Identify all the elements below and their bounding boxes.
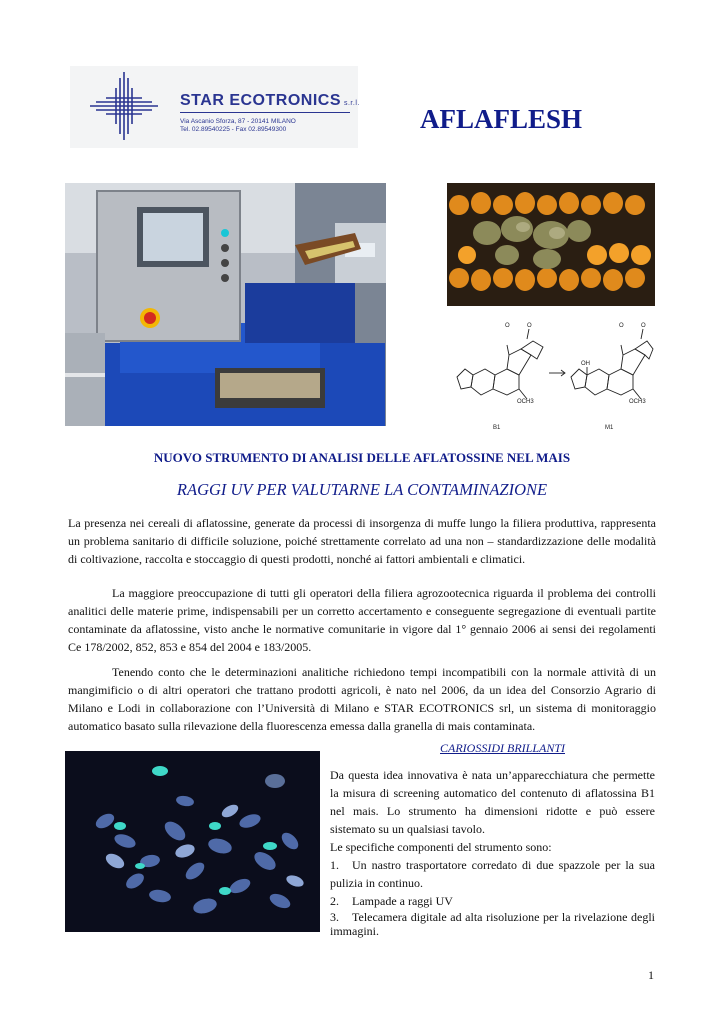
chem-oh-label: OH bbox=[581, 361, 590, 367]
list-item bbox=[330, 892, 655, 910]
aflatoxin-structures bbox=[447, 315, 655, 435]
address-line: Via Ascanio Sforza, 87 - 20141 MILANO bbox=[180, 118, 296, 125]
chem-och3-label: OCH3 bbox=[517, 399, 534, 405]
company-logo bbox=[70, 66, 358, 148]
list-number: 1. bbox=[330, 858, 339, 872]
page-number: 1 bbox=[648, 968, 654, 982]
phone-line: Tel. 02.89540225 - Fax 02.89549300 bbox=[180, 126, 287, 133]
list-item bbox=[330, 856, 655, 892]
chem-b1-label: B1 bbox=[493, 425, 501, 431]
chem-oxygen-label: O bbox=[619, 323, 624, 329]
machine-photo bbox=[65, 183, 386, 426]
chem-oxygen-label: O bbox=[641, 323, 646, 329]
company-name: STAR ECOTRONICS s.r.l. bbox=[180, 92, 360, 109]
list-number: 2. bbox=[330, 894, 339, 908]
star-logo-icon bbox=[88, 70, 160, 142]
divider bbox=[180, 112, 350, 113]
product-title: AFLAFLESH bbox=[420, 104, 583, 134]
page-title: NUOVO STRUMENTO DI ANALISI DELLE AFLATOSSINE NEL MAIS bbox=[153, 450, 571, 465]
chem-m1-label: M1 bbox=[605, 425, 614, 431]
intro-paragraph: Da questa idea innovativa è nata un’apparecchiatura che permette la misura di screening automatico del contenuto di aflatossina B1 nel mais. Lo strumento ha dimensioni ridotte e può essere sistemato su un qualsiasi tavolo. bbox=[330, 768, 655, 836]
company-address bbox=[180, 118, 296, 134]
chem-och3-label: OCH3 bbox=[629, 399, 646, 405]
list-item bbox=[330, 910, 655, 938]
paragraph: La presenza nei cereali di aflatossine, generate da processi di insorgenza di muffe lungo la filiera produttiva, rappresenta un problema sanitario di difficile soluzione, poiché strettamente correlato ad una non – standardizzazione delle modalità di coltivazione, raccolta e stoccaggio di questi prodotti, nonché ai fattori ambientali e climatici. bbox=[68, 516, 656, 566]
list-number: 3. bbox=[330, 910, 339, 924]
components-title: Le specifiche componenti del strumento sono: bbox=[330, 840, 552, 854]
uv-fluorescence-photo bbox=[65, 751, 320, 932]
list-text: Un nastro trasportatore corredato di due spazzole per la sua pulizia in continuo. bbox=[330, 858, 655, 890]
components-section bbox=[330, 766, 655, 938]
chem-oxygen-label: O bbox=[505, 323, 510, 329]
page-subtitle: RAGGI UV PER VALUTARNE LA CONTAMINAZIONE bbox=[176, 480, 548, 499]
chem-oxygen-label: O bbox=[527, 323, 532, 329]
paragraph: Tenendo conto che le determinazioni analitiche richiedono tempi incompatibili con la normale attività di un mangimificio o di altri operatori che trattano prodotti agricoli, è nato nel 2006, da un idea del Consorzio Agrario di Milano e Lodi in collaborazione con l’Università di Milano e STAR ECOTRONICS srl, un sistema di monitoraggio automatico basato sulla rilevazione della fluorescenza emessa dalla granella di mais contaminata. bbox=[68, 665, 656, 733]
list-text: Lampade a raggi UV bbox=[352, 894, 453, 908]
paragraph: La maggiore preoccupazione di tutti gli operatori della filiera agrozootecnica riguarda il problema dei controlli analitici delle materie prime, indispensabili per un corretto accertamento e conseguente segregazione di eventuali partite contaminate da aflatossine, visto anche le normative comunitarie in vigore dal 1° gennaio 2006 ai sensi dei regolamenti Ce 178/2002, 852, 853 e 854 del 2004 e 183/2005. bbox=[68, 586, 656, 654]
list-text: Telecamera digitale ad alta risoluzione per la rivelazione degli immagini. bbox=[330, 910, 655, 938]
contaminated-corn-photo bbox=[447, 183, 655, 306]
photo-caption: CARIOSSIDI BRILLANTI bbox=[440, 741, 565, 755]
